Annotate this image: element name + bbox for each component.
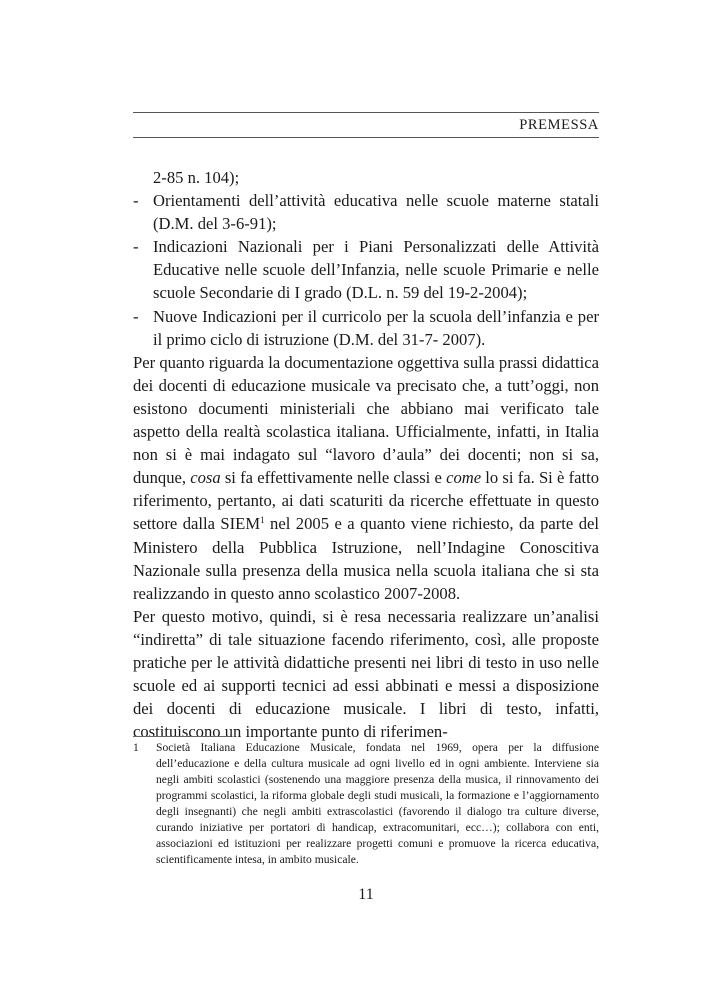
paragraph-text: Per quanto riguarda la documentazione oggettiva sulla prassi didattica dei docenti di educazione musicale va precisato che, a tutt’oggi, non esistono documenti ministeriali che abbiano mai verificato tale aspetto della realtà scolastica italiana. Ufficialmente, infatti, in Italia non si è mai indagato sul “lavoro d’aula” dei docenti; non si sa, dunque, bbox=[133, 352, 599, 488]
body-text bbox=[133, 166, 599, 743]
list-item-text: Indicazioni Nazionali per i Piani Personalizzati delle Attività Educative nelle scuole dell’Infanzia, nelle scuole Primarie e nelle scuole Secondarie di I grado (D.L. n. 59 del 19-2-2004); bbox=[153, 237, 599, 303]
paragraph-documentation bbox=[133, 351, 599, 605]
page-number: 11 bbox=[358, 886, 374, 903]
running-head: PREMESSA bbox=[519, 117, 599, 133]
list-item bbox=[133, 305, 599, 351]
list-item-text: Nuove Indicazioni per il curricolo per la scuola dell’infanzia e per il primo ciclo di istruzione (D.M. del 31-7- 2007). bbox=[153, 306, 599, 349]
paragraph-text: lo si fa. Si è fatto riferimento, pertanto, ai dati scaturiti da ricerche effettuate in questo settore dalla SIEM bbox=[133, 468, 599, 534]
reference-list bbox=[133, 189, 599, 351]
list-dash: - bbox=[133, 191, 139, 211]
list-item bbox=[133, 189, 599, 235]
footnote bbox=[133, 740, 599, 868]
header-top-rule bbox=[133, 112, 599, 113]
list-item-text: Orientamenti dell’attività educativa nelle scuole materne statali (D.M. del 3-6-91); bbox=[153, 191, 599, 234]
footnote-number: 1 bbox=[133, 741, 139, 754]
emphasis-cosa: cosa bbox=[190, 468, 221, 488]
list-continuation: 2-85 n. 104); bbox=[153, 168, 240, 187]
paragraph-text: nel 2005 e a quanto viene richiesto, da parte del Ministero della Pubblica Istruzione, nell’Indagine Conoscitiva Nazionale sulla presenza della musica nella scuola italiana che si sta realizzando in questo anno scolastico 2007-2008. bbox=[133, 514, 600, 603]
paragraph-analysis: Per questo motivo, quindi, si è resa necessaria realizzare un’analisi “indiretta” di tale situazione facendo riferimento, così, alle proposte pratiche per le attività didattiche presenti nei libri di testo in uso nelle scuole ed ai supporti tecnici ad essi abbinati e messi a disposizione dei docenti di educazione musicale. I libri di testo, infatti, costituiscono un importante punto di riferimen- bbox=[133, 606, 599, 742]
paragraph-text: si fa effettivamente nelle classi e bbox=[220, 468, 447, 488]
footnote-text: Società Italiana Educazione Musicale, fondata nel 1969, opera per la diffusione dell’educazione e della cultura musicale ad ogni livello ed in ogni ambiente. Interviene sia negli ambiti scolastici (sostenendo una maggiore presenza della musica, il rinnovamento dei programmi scolastici, la riforma globale degli studi musicali, la formazione e l’aggiornamento degli insegnanti) che negli ambiti extrascolastici (favorendo il dialogo tra culture diverse, curando iniziative per portatori di handicap, extracomunitari, ecc…); collabora con enti, associazioni ed istituzioni per realizzare progetti comuni e promuove la ricerca educativa, scientificamente intesa, in ambito musicale. bbox=[156, 741, 599, 866]
list-dash: - bbox=[133, 306, 139, 326]
header-bottom-rule bbox=[133, 137, 599, 138]
list-item bbox=[133, 235, 599, 304]
footnote-reference: 1 bbox=[260, 515, 265, 526]
emphasis-come: come bbox=[446, 468, 482, 488]
list-dash: - bbox=[133, 237, 139, 257]
footnote-separator bbox=[133, 736, 231, 737]
